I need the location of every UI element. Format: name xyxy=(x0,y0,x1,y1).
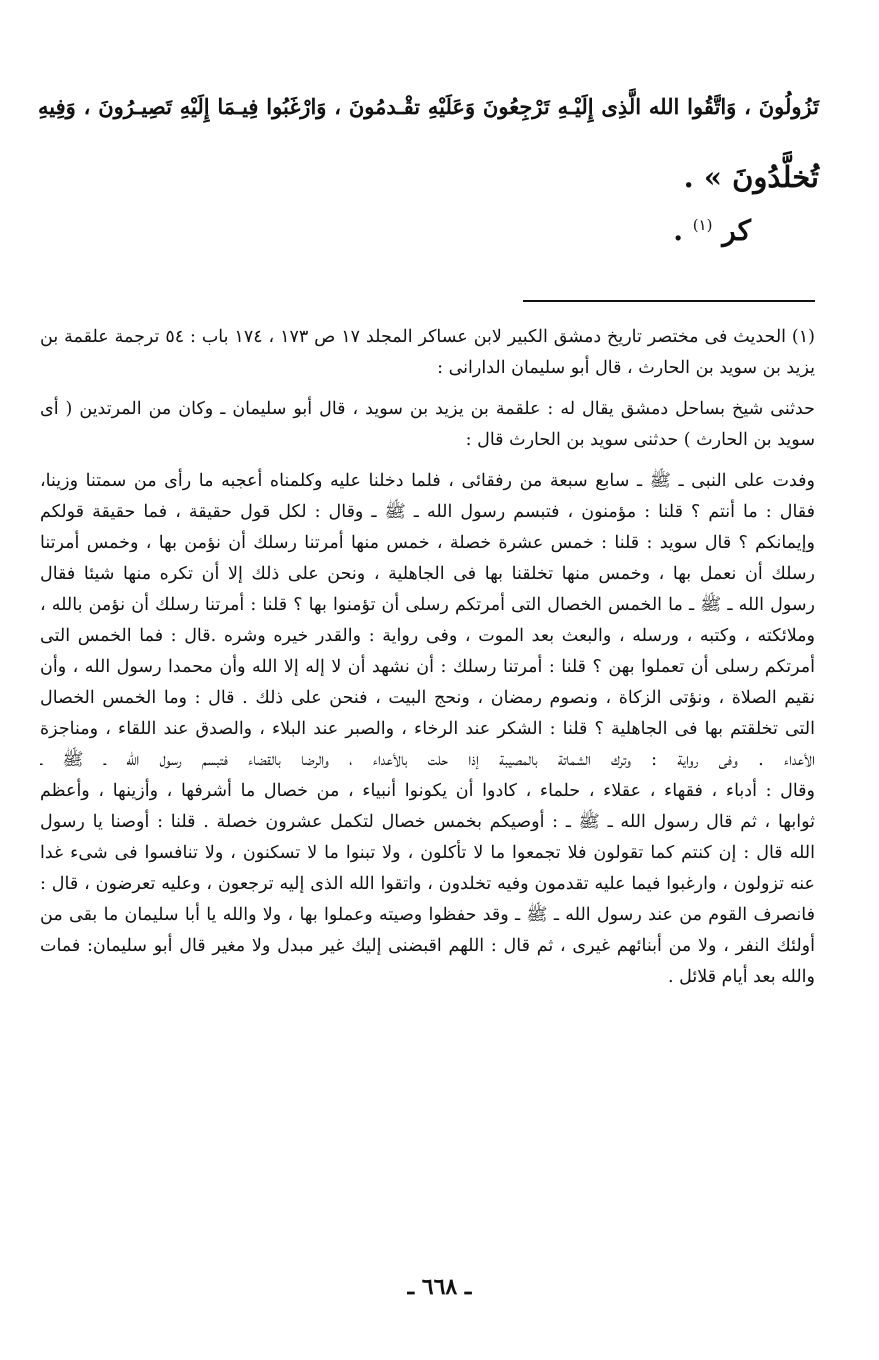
footnote-line: عنه تزولون ، وارغبوا فيما عليه تقدمون وفيه تخلدون ، واتقوا الله الذى إليه ترجعون ، وعليه تعرضون ، قال : xyxy=(40,874,815,894)
footnote-line: سويد بن الحارث ) حدثنى سويد بن الحارث قال : xyxy=(465,430,815,450)
footnotes-block xyxy=(40,322,815,993)
main-text-block xyxy=(38,72,819,212)
footnote-line: يزيد بن سويد بن الحارث ، قال أبو سليمان الدارانى : xyxy=(437,358,815,378)
main-text-line: تَزُولُونَ ، وَاتَّقُوا الله الَّذِى إِلَيْـهِ تَرْجِعُونَ وَعَلَيْهِ تقْـدمُونَ ، وَارْغَبُوا فِيـمَا إِلَيْهِ تَصِيـرُونَ ، وَفِيهِ xyxy=(38,94,819,119)
footnote-line: أمرتكم رسلى أن تعملوا بهن ؟ قلنا : أمرتنا رسلك : أن نشهد أن لا إله إلا الله وأن محمدا رسول الله ، وأن xyxy=(40,657,815,677)
footnote-line: وقال : أدباء ، فقهاء ، عقلاء ، حلماء ، كادوا أن يكونوا أنبياء ، من خصال ما أشرفها ، وأزينها ، وأعظم xyxy=(40,781,815,801)
source-reference xyxy=(673,214,751,247)
footnote-line: فانصرف القوم من عند رسول الله ـ ﷺ ـ وقد حفظوا وصيته وعملوا بها ، ولا والله يا أبا سليمان ما بقى من xyxy=(40,905,815,925)
footnote-line: وفدت على النبى ـ ﷺ ـ سابع سبعة من رفقائى ، فلما دخلنا عليه وكلمناه أعجبه ما رأى من سمتنا وزينا، xyxy=(40,471,815,491)
footnote-line: وملائكته ، وكتبه ، ورسله ، والبعث بعد الموت ، وفى رواية : والقدر خيره وشره .قال : فما الخمس التى xyxy=(40,626,815,646)
source-abbreviation: كر xyxy=(722,214,751,247)
footnote-line: والله بعد أيام قلائل . xyxy=(668,967,815,987)
footnote-line: رسول الله ـ ﷺ ـ ما الخمس الخصال التى أمرتكم رسلى أن تؤمنوا بها ؟ قلنا : أمرتنا رسلك أن نؤمن بالله ، xyxy=(40,595,815,615)
footnote-line: الله قال : إن كنتم كما تقولون فلا تجمعوا ما لا تأكلون ، ولا تبنوا ما لا تسكنون ، ولا تنافسوا فى شىء غدا xyxy=(40,843,815,863)
footnote-line: حدثنى شيخ بساحل دمشق يقال له : علقمة بن يزيد بن سويد ، قال أبو سليمان ـ وكان من المرتدين ( أى xyxy=(40,399,815,419)
footnote-line: ثوابها ، ثم قال رسول الله ـ ﷺ ـ : أوصيكم بخمس خصال لتكمل عشرون خصلة . قلنا : أوصنا يا رسول xyxy=(40,812,815,832)
footnote-line: رسلك أن نعمل بها ، وخمس منها تخلقنا بها فى الجاهلية ، ونحن على ذلك إلا أن تكره منها شيئا فقال xyxy=(40,564,815,584)
footnote-line: (١) الحديث فى مختصر تاريخ دمشق الكبير لابن عساكر المجلد ١٧ ص ١٧٣ ، ١٧٤ باب : ٥٤ ترجمة علقمة بن xyxy=(40,327,815,347)
footnote-separator xyxy=(523,300,815,302)
footnote-marker: (١) xyxy=(692,216,713,234)
footnote-line: الأعداء . وفى رواية : وترك الشماتة بالمصيبة إذا حلت بالأعداء ، والرضا بالقضاء فتبسم رسول الله ـ ﷺ ـ xyxy=(40,750,815,770)
footnote-line: أولئك النفر ، ولا من أبنائهم غيرى ، ثم قال : اللهم اقبضنى إليك غير مبدل ولا مغير قال أبو سليمان: فمات xyxy=(40,936,815,956)
footnote-line: التى تخلقتم بها فى الجاهلية ؟ قلنا : الشكر عند الرخاء ، والصبر عند البلاء ، والصدق عند اللقاء ، ومناجزة xyxy=(40,719,815,739)
reference-period: . xyxy=(673,214,683,247)
footnote-line: نقيم الصلاة ، ونؤتى الزكاة ، ونصوم رمضان ، ونحج البيت ، فنحن على ذلك . قال : وما الخمس الخصال xyxy=(40,688,815,708)
main-text-line: تُخلَّدُونَ » . xyxy=(683,160,819,194)
paragraph-gap xyxy=(40,384,815,394)
footnote-line: فقال : ما أنتم ؟ قلنا : مؤمنون ، فتبسم رسول الله ـ ﷺ ـ وقال : لكل قول حقيقة ، فما حقيقة قولكم xyxy=(40,502,815,522)
footnote-line: وإيمانكم ؟ قال سويد : قلنا : خمس عشرة خصلة ، خمس منها أمرتنا رسلك أن نؤمن بها ، وخمس أمرتنا xyxy=(40,533,815,553)
paragraph-gap xyxy=(40,456,815,466)
page-number: ـ ٦٦٨ ـ xyxy=(407,1274,472,1300)
